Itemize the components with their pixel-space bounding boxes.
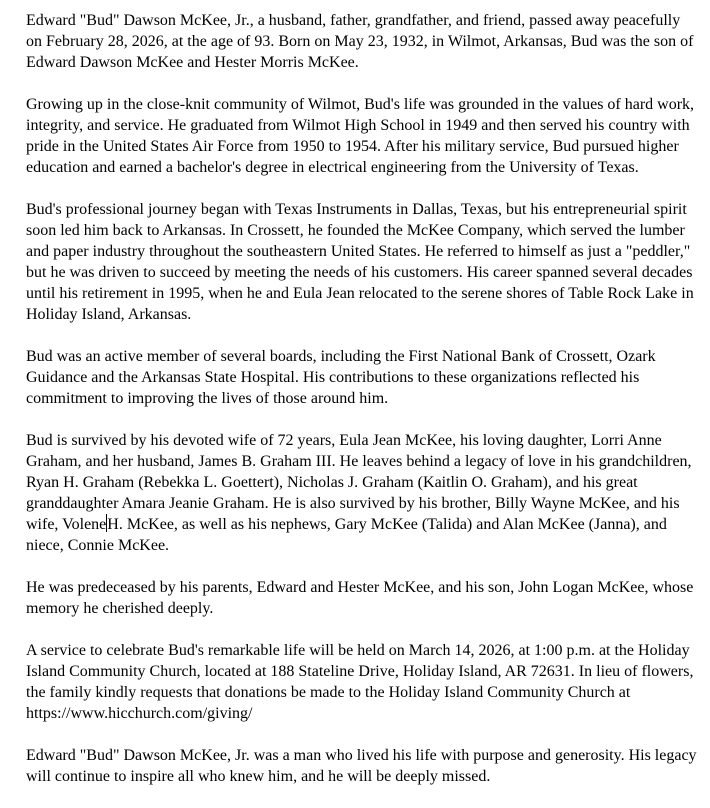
- paragraph-intro[interactable]: Edward "Bud" Dawson McKee, Jr., a husband, father, grandfather, and friend, passed away peacefully on February 28, 2026, at the age of 93. Born on May 23, 1932, in Wilmot, Arkansas, Bud was the son of Edward Dawson McKee and Hester Morris McKee.: [26, 12, 694, 71]
- paragraph-predeceased[interactable]: He was predeceased by his parents, Edward and Hester McKee, and his son, John Logan McKee, whose memory he cherished deeply.: [26, 579, 694, 617]
- paragraph-early-life[interactable]: Growing up in the close-knit community of Wilmot, Bud's life was grounded in the values of hard work, integrity, and service. He graduated from Wilmot High School in 1949 and then served his country with pride in the United States Air Force from 1950 to 1954. After his military service, Bud pursued higher education and earned a bachelor's degree in electrical engineering from the University of Texas.: [26, 96, 695, 176]
- paragraph-community-service[interactable]: Bud was an active member of several boards, including the First National Bank of Crossett, Ozark Guidance and the Arkansas State Hospital. His contributions to these organizations reflected his commitment to improving the lives of those around him.: [26, 348, 656, 407]
- paragraph-closing[interactable]: Edward "Bud" Dawson McKee, Jr. was a man who lived his life with purpose and generosity. His legacy will continue to inspire all who knew him, and he will be deeply missed.: [26, 747, 697, 785]
- survivors-text-before-caret[interactable]: Bud is survived by his devoted wife of 72 years, Eula Jean McKee, his loving daughter, Lorri Anne Graham, and her husband, James B. Graham III. He leaves behind a legacy of love in his grandchildren, Ryan H. Graham (Rebekka L. Goettert), Nicholas J. Graham (Kaitlin O. Graham), and his great granddaughter Amara Jeanie Graham. He is also survived by his brother, Billy Wayne McKee, and his wife, Volene: [26, 432, 692, 533]
- survivors-text-after-caret[interactable]: H. McKee, as well as his nephews, Gary McKee (Talida) and Alan McKee (Janna), and niece, Connie McKee.: [26, 516, 667, 554]
- paragraph-service-details[interactable]: A service to celebrate Bud's remarkable life will be held on March 14, 2026, at 1:00 p.m. at the Holiday Island Community Church, located at 188 Stateline Drive, Holiday Island, AR 72631. In lieu of flowers, the family kindly requests that donations be made to the Holiday Island Community Church at https://www.hicchurch.com/giving/: [26, 642, 694, 722]
- paragraph-career[interactable]: Bud's professional journey began with Texas Instruments in Dallas, Texas, but his entrepreneurial spirit soon led him back to Arkansas. In Crossett, he founded the McKee Company, which served the lumber and paper industry throughout the southeastern United States. He referred to himself as just a "peddler," but he was driven to succeed by meeting the needs of his customers. His career spanned several decades until his retirement in 1995, when he and Eula Jean relocated to the serene shores of Table Rock Lake in Holiday Island, Arkansas.: [26, 201, 694, 323]
- paragraph-survivors[interactable]: [26, 430, 698, 556]
- obituary-text-editor[interactable]: [26, 10, 698, 808]
